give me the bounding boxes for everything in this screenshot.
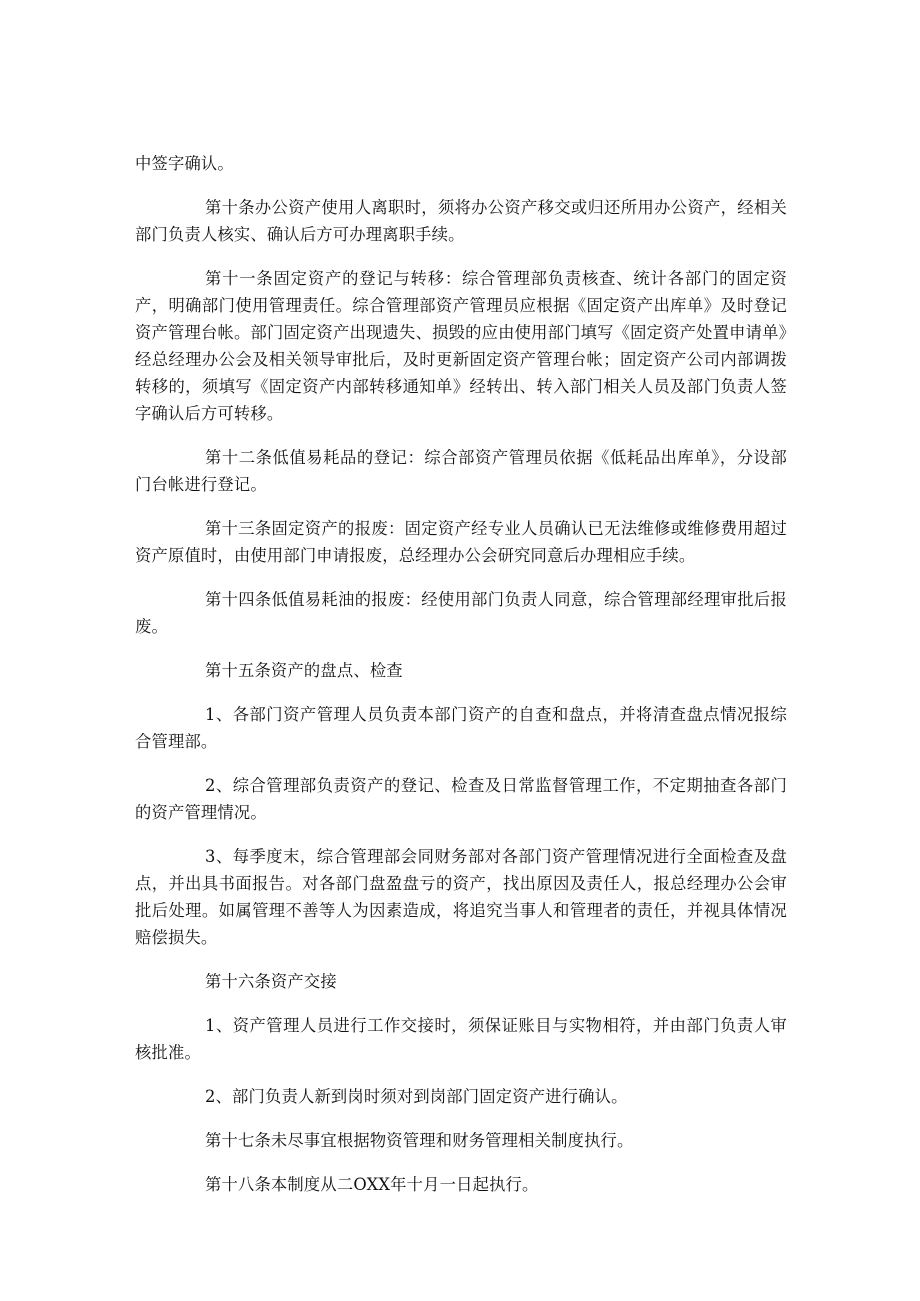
paragraph-article-15-item-1: 1、各部门资产管理人员负责本部门资产的自查和盘点，并将清查盘点情况报综合管理部。 (135, 705, 787, 751)
paragraph-article-17: 第十七条未尽事宜根据物资管理和财务管理相关制度执行。 (205, 1131, 634, 1150)
paragraph-article-16-item-2: 2、部门负责人新到岗时须对到岗部门固定资产进行确认。 (205, 1087, 628, 1106)
paragraph-article-13: 第十三条固定资产的报废：固定资产经专业人员确认已无法维修或维修费用超过资产原值时，由使用部门申请报废，总经理办公会研究同意后办理相应手续。 (135, 519, 787, 565)
paragraph-article-18: 第十八条本制度从二OXX年十月一日起执行。 (205, 1175, 539, 1194)
paragraph-article-10: 第十条办公资产使用人离职时，须将办公资产移交或归还所用办公资产，经相关部门负责人核实、确认后方可办理离职手续。 (135, 198, 787, 244)
paragraph-article-15-item-3: 3、每季度末，综合管理部会同财务部对各部门资产管理情况进行全面检查及盘点，并出具书面报告。对各部门盘盈盘亏的资产，找出原因及责任人，报总经理办公会审批后处理。如属管理不善等人为因素造成，将追究当事人和管理者的责任，并视具体情况赔偿损失。 (135, 847, 787, 947)
paragraph-article-11: 第十一条固定资产的登记与转移：综合管理部负责核查、统计各部门的固定资产，明确部门使用管理责任。综合管理部资产管理员应根据《固定资产出库单》及时登记资产管理台帐。部门固定资产出现遗失、损毁的应由使用部门填写《固定资产处置申请单》经总经理办公会及相关领导审批后，及时更新固定资产管理台帐；固定资产公司内部调拨转移的，须填写《固定资产内部转移通知单》经转出、转入部门相关人员及部门负责人签字确认后方可转移。 (135, 269, 787, 423)
document-page (135, 150, 787, 1215)
paragraph-article-16-heading: 第十六条资产交接 (205, 972, 337, 991)
paragraph-article-15-item-2: 2、综合管理部负责资产的登记、检查及日常监督管理工作，不定期抽查各部门的资产管理情况。 (135, 776, 787, 822)
paragraph-article-16-item-1: 1、资产管理人员进行工作交接时，须保证账目与实物相符，并由部门负责人审核批准。 (135, 1016, 787, 1062)
paragraph-article-15-heading: 第十五条资产的盘点、检查 (205, 661, 403, 680)
paragraph-article-12: 第十二条低值易耗品的登记：综合部资产管理员依据《低耗品出库单》，分设部门台帐进行登记。 (135, 448, 787, 494)
paragraph-article-14: 第十四条低值易耗油的报废：经使用部门负责人同意，综合管理部经理审批后报废。 (135, 590, 787, 636)
paragraph-continuation: 中签字确认。 (135, 154, 234, 173)
